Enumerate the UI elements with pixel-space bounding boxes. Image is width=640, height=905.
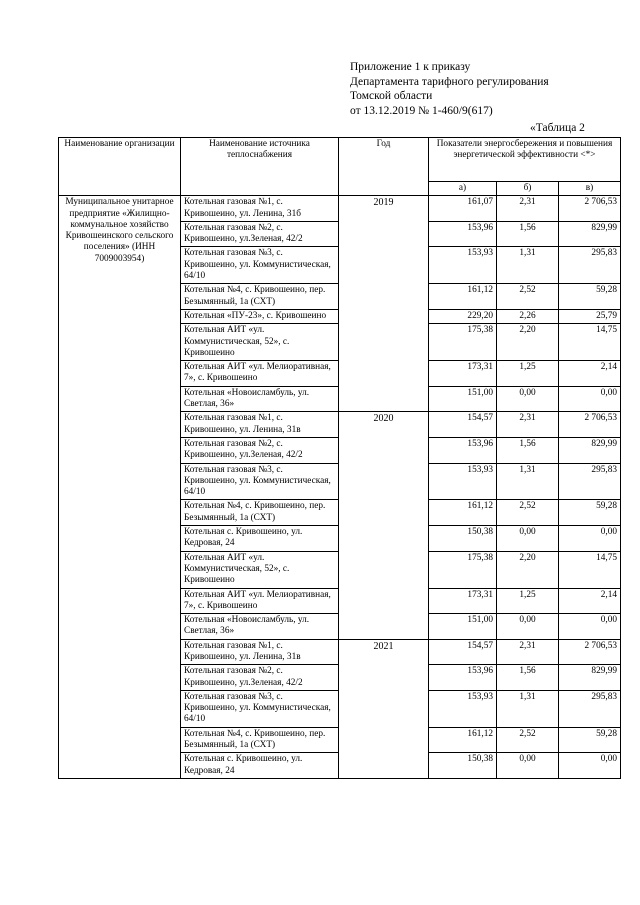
value-a: 153,93: [429, 247, 497, 284]
source-name: Котельная газовая №2, с. Кривошеино, ул.Зеленая, 42/2: [181, 437, 339, 463]
value-b: 2,20: [497, 551, 559, 588]
value-b: 2,52: [497, 727, 559, 753]
subheader-c: в): [559, 182, 621, 196]
value-a: 161,12: [429, 500, 497, 526]
source-name: Котельная «Новоисламбуль, ул. Светлая, 36»: [181, 614, 339, 640]
value-b: 1,31: [497, 690, 559, 727]
source-name: Котельная газовая №1, с. Кривошеино, ул. Ленина, 31б: [181, 196, 339, 222]
value-c: 59,28: [559, 727, 621, 753]
source-name: Котельная газовая №2, с. Кривошеино, ул.Зеленая, 42/2: [181, 221, 339, 247]
value-a: 161,12: [429, 284, 497, 310]
value-a: 151,00: [429, 386, 497, 412]
value-a: 154,57: [429, 412, 497, 438]
source-name: Котельная АИТ «ул. Коммунистическая, 52», с. Кривошеино: [181, 551, 339, 588]
value-c: 0,00: [559, 526, 621, 552]
value-b: 1,31: [497, 247, 559, 284]
source-name: Котельная с. Кривошеино, ул. Кедровая, 24: [181, 526, 339, 552]
value-b: 1,56: [497, 665, 559, 691]
source-name: Котельная газовая №1, с. Кривошеино, ул. Ленина, 31в: [181, 639, 339, 665]
value-b: 0,00: [497, 386, 559, 412]
value-a: 175,38: [429, 324, 497, 361]
value-c: 0,00: [559, 753, 621, 779]
table-body: [59, 196, 621, 779]
subheader-b: б): [497, 182, 559, 196]
value-c: 0,00: [559, 614, 621, 640]
value-b: 0,00: [497, 753, 559, 779]
value-c: 295,83: [559, 690, 621, 727]
source-name: Котельная газовая №1, с. Кривошеино, ул. Ленина, 31в: [181, 412, 339, 438]
source-name: Котельная «Новоисламбуль, ул. Светлая, 36»: [181, 386, 339, 412]
value-b: 2,26: [497, 309, 559, 323]
source-name: Котельная с. Кривошеино, ул. Кедровая, 24: [181, 753, 339, 779]
value-c: 14,75: [559, 551, 621, 588]
source-name: Котельная АИТ «ул. Коммунистическая, 52», с. Кривошеино: [181, 324, 339, 361]
year-cell: 2021: [339, 639, 429, 778]
source-name: Котельная №4, с. Кривошеино, пер. Безымянный, 1а (СХТ): [181, 500, 339, 526]
value-b: 1,56: [497, 221, 559, 247]
value-b: 2,20: [497, 324, 559, 361]
value-a: 229,20: [429, 309, 497, 323]
value-c: 59,28: [559, 284, 621, 310]
value-b: 2,31: [497, 196, 559, 222]
value-c: 14,75: [559, 324, 621, 361]
source-name: Котельная газовая №3, с. Кривошеино, ул. Коммунистическая, 64/10: [181, 247, 339, 284]
header-line: Приложение 1 к приказу: [350, 61, 471, 73]
value-c: 2 706,53: [559, 639, 621, 665]
source-name: Котельная газовая №3, с. Кривошеино, ул. Коммунистическая, 64/10: [181, 690, 339, 727]
year-cell: 2020: [339, 412, 429, 639]
value-b: 1,25: [497, 361, 559, 387]
year-cell: 2019: [339, 196, 429, 412]
column-header-year: Год: [339, 138, 429, 196]
value-c: 2 706,53: [559, 196, 621, 222]
value-a: 175,38: [429, 551, 497, 588]
value-b: 0,00: [497, 614, 559, 640]
value-b: 2,31: [497, 412, 559, 438]
value-c: 25,79: [559, 309, 621, 323]
value-b: 1,56: [497, 437, 559, 463]
value-c: 295,83: [559, 247, 621, 284]
value-c: 295,83: [559, 463, 621, 500]
organization-name: Муниципальное унитарное предприятие «Жилищно-коммунальное хозяйство Кривошеинского сельского поселения» (ИНН 7009003954): [59, 196, 181, 779]
table-row: [59, 196, 621, 222]
value-c: 2 706,53: [559, 412, 621, 438]
header-line: Департамента тарифного регулирования: [350, 75, 549, 88]
value-b: 1,31: [497, 463, 559, 500]
value-c: 829,99: [559, 221, 621, 247]
value-c: 2,14: [559, 588, 621, 614]
value-a: 150,38: [429, 526, 497, 552]
value-a: 150,38: [429, 753, 497, 779]
value-c: 0,00: [559, 386, 621, 412]
value-a: 173,31: [429, 588, 497, 614]
value-a: 161,07: [429, 196, 497, 222]
value-b: 0,00: [497, 526, 559, 552]
value-a: 153,96: [429, 437, 497, 463]
value-a: 153,96: [429, 665, 497, 691]
value-a: 173,31: [429, 361, 497, 387]
column-header-indicators: Показатели энергосбережения и повышения энергетической эффективности <*>: [429, 138, 621, 182]
source-name: Котельная №4, с. Кривошеино, пер. Безымянный, 1а (СХТ): [181, 284, 339, 310]
source-name: Котельная АИТ «ул. Мелиоративная, 7», с. Кривошеино: [181, 361, 339, 387]
source-name: Котельная газовая №3, с. Кривошеино, ул. Коммунистическая, 64/10: [181, 463, 339, 500]
value-a: 153,93: [429, 690, 497, 727]
source-name: Котельная «ПУ-23», с. Кривошеино: [181, 309, 339, 323]
value-a: 161,12: [429, 727, 497, 753]
source-name: Котельная №4, с. Кривошеино, пер. Безымянный, 1а (СХТ): [181, 727, 339, 753]
document-header: [350, 60, 630, 118]
source-name: Котельная АИТ «ул. Мелиоративная, 7», с. Кривошеино: [181, 588, 339, 614]
source-name: Котельная газовая №2, с. Кривошеино, ул.Зеленая, 42/2: [181, 665, 339, 691]
value-b: 1,25: [497, 588, 559, 614]
header-line: Томской области: [350, 90, 433, 102]
header-line: от 13.12.2019 № 1-460/9(617): [350, 104, 493, 117]
value-c: 829,99: [559, 665, 621, 691]
indicators-table: [58, 137, 621, 779]
value-b: 2,31: [497, 639, 559, 665]
value-c: 829,99: [559, 437, 621, 463]
value-c: 59,28: [559, 500, 621, 526]
value-a: 154,57: [429, 639, 497, 665]
table-caption: «Таблица 2: [530, 122, 585, 134]
value-a: 151,00: [429, 614, 497, 640]
value-a: 153,96: [429, 221, 497, 247]
column-header-org: Наименование организации: [59, 138, 181, 196]
value-c: 2,14: [559, 361, 621, 387]
column-header-source: Наименование источника теплоснабжения: [181, 138, 339, 196]
value-b: 2,52: [497, 284, 559, 310]
subheader-a: а): [429, 182, 497, 196]
value-a: 153,93: [429, 463, 497, 500]
value-b: 2,52: [497, 500, 559, 526]
